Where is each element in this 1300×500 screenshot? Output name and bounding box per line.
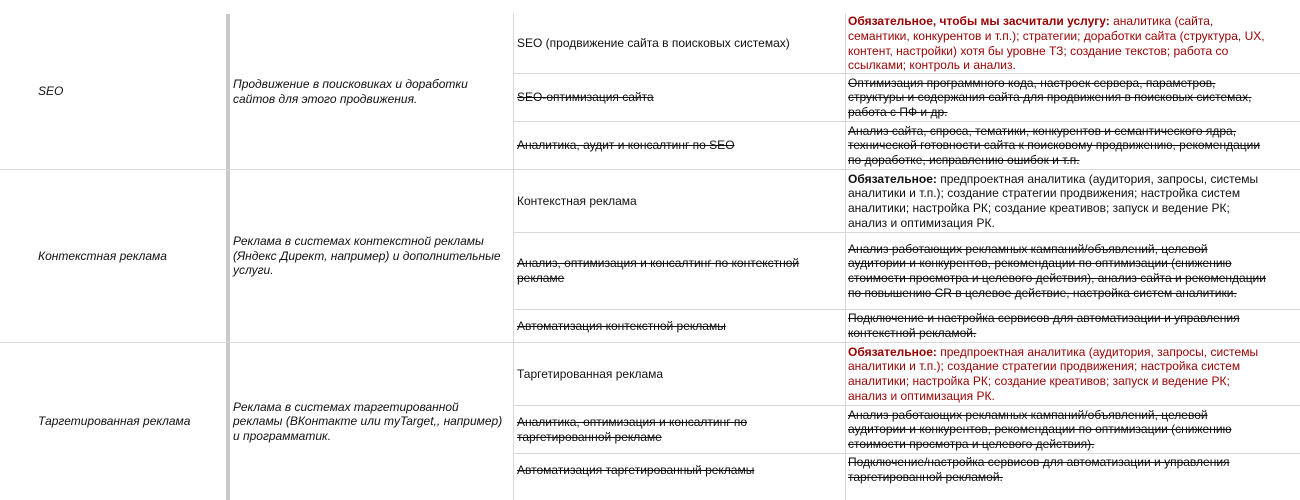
requirements-cell — [848, 233, 1268, 309]
service-name: SEO (продвижение сайта в поисковых системах) — [517, 36, 790, 51]
requirements-cell — [848, 170, 1268, 232]
category-cell — [38, 343, 218, 500]
category-description: Реклама в системах контекстной рекламы (Яндекс Директ, например) и дополнительные услуги. — [233, 234, 501, 278]
service-cell — [517, 454, 843, 486]
service-cell — [517, 310, 843, 342]
service-cell — [517, 406, 843, 453]
requirements-cell — [848, 454, 1268, 486]
requirements-text: Анализ работающих рекламных кампаний/объявлений, целевой аудитории и конкурентов, рекомендации по оптимизации (снижению стоимости просмотра и целевого действия), анализ сайта и рекомендации по повышению CR в целевое действие, настройка систем аналитики. — [848, 241, 1266, 300]
requirements-label: Обязательное, чтобы мы засчитали услугу: — [848, 14, 1110, 29]
column-divider — [513, 14, 514, 500]
service-cell — [517, 74, 843, 121]
category-description: Реклама в системах таргетированной рекламы (ВКонтакте или myTarget,, например) и программатик. — [233, 399, 503, 443]
category-label: SEO — [38, 84, 64, 99]
service-name: Автоматизация контекстной рекламы — [517, 318, 726, 333]
service-name: Анализ, оптимизация и консалтинг по контекстной рекламе — [517, 256, 800, 285]
column-divider — [845, 14, 846, 500]
service-cell — [517, 122, 843, 169]
column-divider-thick — [226, 14, 230, 500]
requirements-cell — [848, 74, 1268, 121]
requirements-text: Анализ сайта, спроса, тематики, конкурентов и семантического ядра, технической готовности сайта к поисковому продвижению, рекомендации по доработке, исправлению ошибок и т.п. — [848, 123, 1261, 167]
category-cell — [38, 14, 218, 169]
category-label: Контекстная реклама — [38, 248, 167, 263]
requirements-text: Оптимизация программного кода, настроек сервера, параметров, структуры и содержания сайта для продвижения в поисковых системах, работа с ПФ и др. — [848, 75, 1252, 119]
service-cell — [517, 233, 843, 309]
service-cell — [517, 14, 843, 73]
requirements-text: Обязательное: предпроектная аналитика (аудитория, запросы, системы аналитики и т.п.); создание стратегии продвижения; настройка систем аналитики; настройка РК; создание креативов; запуск и ведение РК; анализ и оптимизация РК. — [848, 344, 1259, 403]
description-cell — [233, 14, 511, 169]
service-name: SEO-оптимизация сайта — [517, 90, 654, 105]
requirements-text: Подключение/настройка сервисов для автоматизации и управления таргетированной рекламой. — [848, 455, 1230, 484]
category-description: Продвижение в поисковиках и доработки сайтов для этого продвижения. — [233, 76, 468, 106]
requirements-text: Обязательное, чтобы мы засчитали услугу: аналитика (сайта, семантики, конкурентов и т.п.); стратегии; доработки сайта (структура, UX, контент, настройки) хотя бы уровне ТЗ; создание текстов; работа со ссылками; контроль и анализ. — [848, 14, 1265, 73]
service-name: Аналитика, оптимизация и консалтинг по таргетированной рекламе — [517, 414, 748, 444]
service-cell — [517, 343, 843, 405]
requirements-text: Анализ работающих рекламных кампаний/объявлений, целевой аудитории и конкурентов, рекомендации по оптимизации (снижению стоимости просмотра и целевого действия). — [848, 407, 1232, 451]
category-label: Таргетированная реклама — [38, 414, 191, 429]
service-name: Аналитика, аудит и консалтинг по SEO — [517, 138, 735, 153]
service-cell — [517, 170, 843, 232]
service-name: Контекстная реклама — [517, 193, 637, 208]
requirements-label: Обязательное: — [848, 344, 937, 359]
description-cell — [233, 343, 511, 500]
service-name: Таргетированная реклама — [517, 366, 664, 381]
requirements-cell — [848, 310, 1268, 342]
requirements-text: Обязательное: предпроектная аналитика (аудитория, запросы, системы аналитики и т.п.); создание стратегии продвижения; настройка систем аналитики; настройка РК; создание креативов; запуск и ведение РК; анализ и оптимизация РК. — [848, 171, 1259, 230]
service-name: Автоматизация таргетированный рекламы — [517, 462, 755, 477]
requirements-cell — [848, 343, 1268, 405]
description-cell — [233, 170, 511, 342]
requirements-cell — [848, 406, 1268, 453]
requirements-cell — [848, 122, 1268, 169]
requirements-cell — [848, 14, 1268, 73]
requirements-label: Обязательное: — [848, 171, 937, 186]
category-cell — [38, 170, 218, 342]
requirements-text: Подключение и настройка сервисов для автоматизации и управления контекстной рекламой. — [848, 311, 1240, 340]
